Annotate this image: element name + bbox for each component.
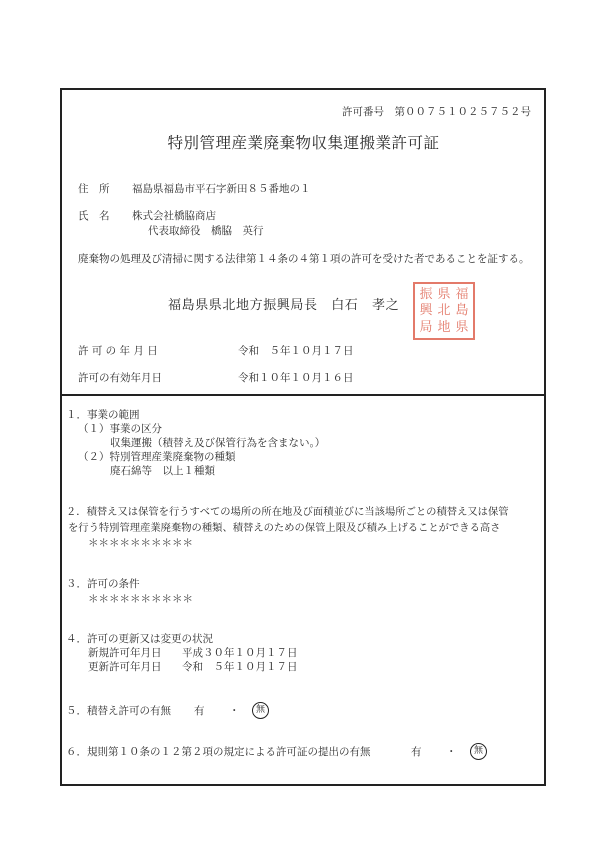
section-1-sub1-text: 収集運搬（積替え及び保管行為を含まない。）: [110, 437, 326, 449]
section-1-heading: １．事業の範囲: [66, 409, 140, 421]
seal-character: 県: [455, 320, 469, 336]
section-divider: [60, 394, 546, 396]
section-5-yes: 有: [194, 705, 205, 717]
section-6-heading: ６．規則第１０条の１２第２項の規定による許可証の提出の有無: [66, 746, 371, 758]
address-value: 福島県福島市平石字新田８５番地の１: [132, 183, 311, 195]
seal-character: 県: [437, 286, 451, 302]
new-permit-date-label: 新規許可年月日: [88, 647, 162, 659]
circle-mark-icon: 無: [470, 743, 487, 760]
section-2-line-1: ２．積替え又は保管を行うすべての場所の所在地及び面積並びに当該場所ごとの積替え又は保管: [66, 506, 509, 518]
section-1-sub2-text: 廃石綿等 以上１種類: [110, 465, 215, 477]
renewal-date-label: 更新許可年月日: [88, 661, 162, 673]
section-5-no-circled: [252, 702, 269, 719]
section-2-line-2: を行う特別管理産業廃棄物の種類、積替えのための保管上限及び積み上げることができる高さ: [68, 522, 501, 534]
section-6-no-circled: [470, 743, 487, 760]
new-permit-date-value: 平成３０年１０月１７日: [182, 647, 298, 659]
expiry-date-label: 許可の有効年月日: [78, 372, 162, 384]
section-3-value: ＊＊＊＊＊＊＊＊＊＊: [88, 593, 193, 605]
company-name: 株式会社橋脇商店: [132, 210, 216, 222]
section-5-heading: ５．積替え許可の有無: [66, 705, 171, 717]
seal-character: 局: [419, 320, 433, 336]
representative-name: 代表取締役 橋脇 英行: [148, 225, 264, 237]
seal-character: 地: [437, 320, 451, 336]
expiry-date-value: 令和１０年１０月１６日: [238, 372, 354, 384]
certification-text: 廃棄物の処理及び清掃に関する法律第１４条の４第１項の許可を受けた者であることを証する。: [78, 253, 530, 265]
section-5-separator: ・: [229, 705, 240, 717]
seal-character: 島: [455, 303, 469, 319]
section-6-separator: ・: [446, 746, 457, 758]
renewal-date-value: 令和 ５年１０月１７日: [182, 661, 298, 673]
section-2-value: ＊＊＊＊＊＊＊＊＊＊: [88, 537, 193, 549]
section-1-sub2: （２）特別管理産業廃棄物の種類: [78, 451, 236, 463]
seal-character: 北: [437, 303, 451, 319]
seal-character: 振: [419, 286, 433, 302]
permit-date-value: 令和 ５年１０月１７日: [238, 345, 354, 357]
seal-character: 福: [455, 286, 469, 302]
permit-number: 許可番号 第００７５１０２５７５２号: [342, 106, 531, 118]
section-6-yes: 有: [411, 746, 422, 758]
name-label: 氏 名: [78, 210, 110, 222]
page-title: 特別管理産業廃棄物収集運搬業許可証: [167, 134, 440, 152]
circle-mark-icon: 無: [252, 702, 269, 719]
section-1-sub1: （１）事業の区分: [78, 423, 162, 435]
seal-character: 興: [419, 303, 433, 319]
section-4-heading: ４．許可の更新又は変更の状況: [66, 633, 213, 645]
section-3-heading: ３．許可の条件: [66, 578, 140, 590]
issuer-name: 福島県県北地方振興局長 白石 孝之: [168, 298, 400, 313]
official-seal: [413, 282, 475, 340]
permit-date-label: 許 可 の 年 月 日: [78, 345, 158, 357]
address-label: 住 所: [78, 183, 110, 195]
